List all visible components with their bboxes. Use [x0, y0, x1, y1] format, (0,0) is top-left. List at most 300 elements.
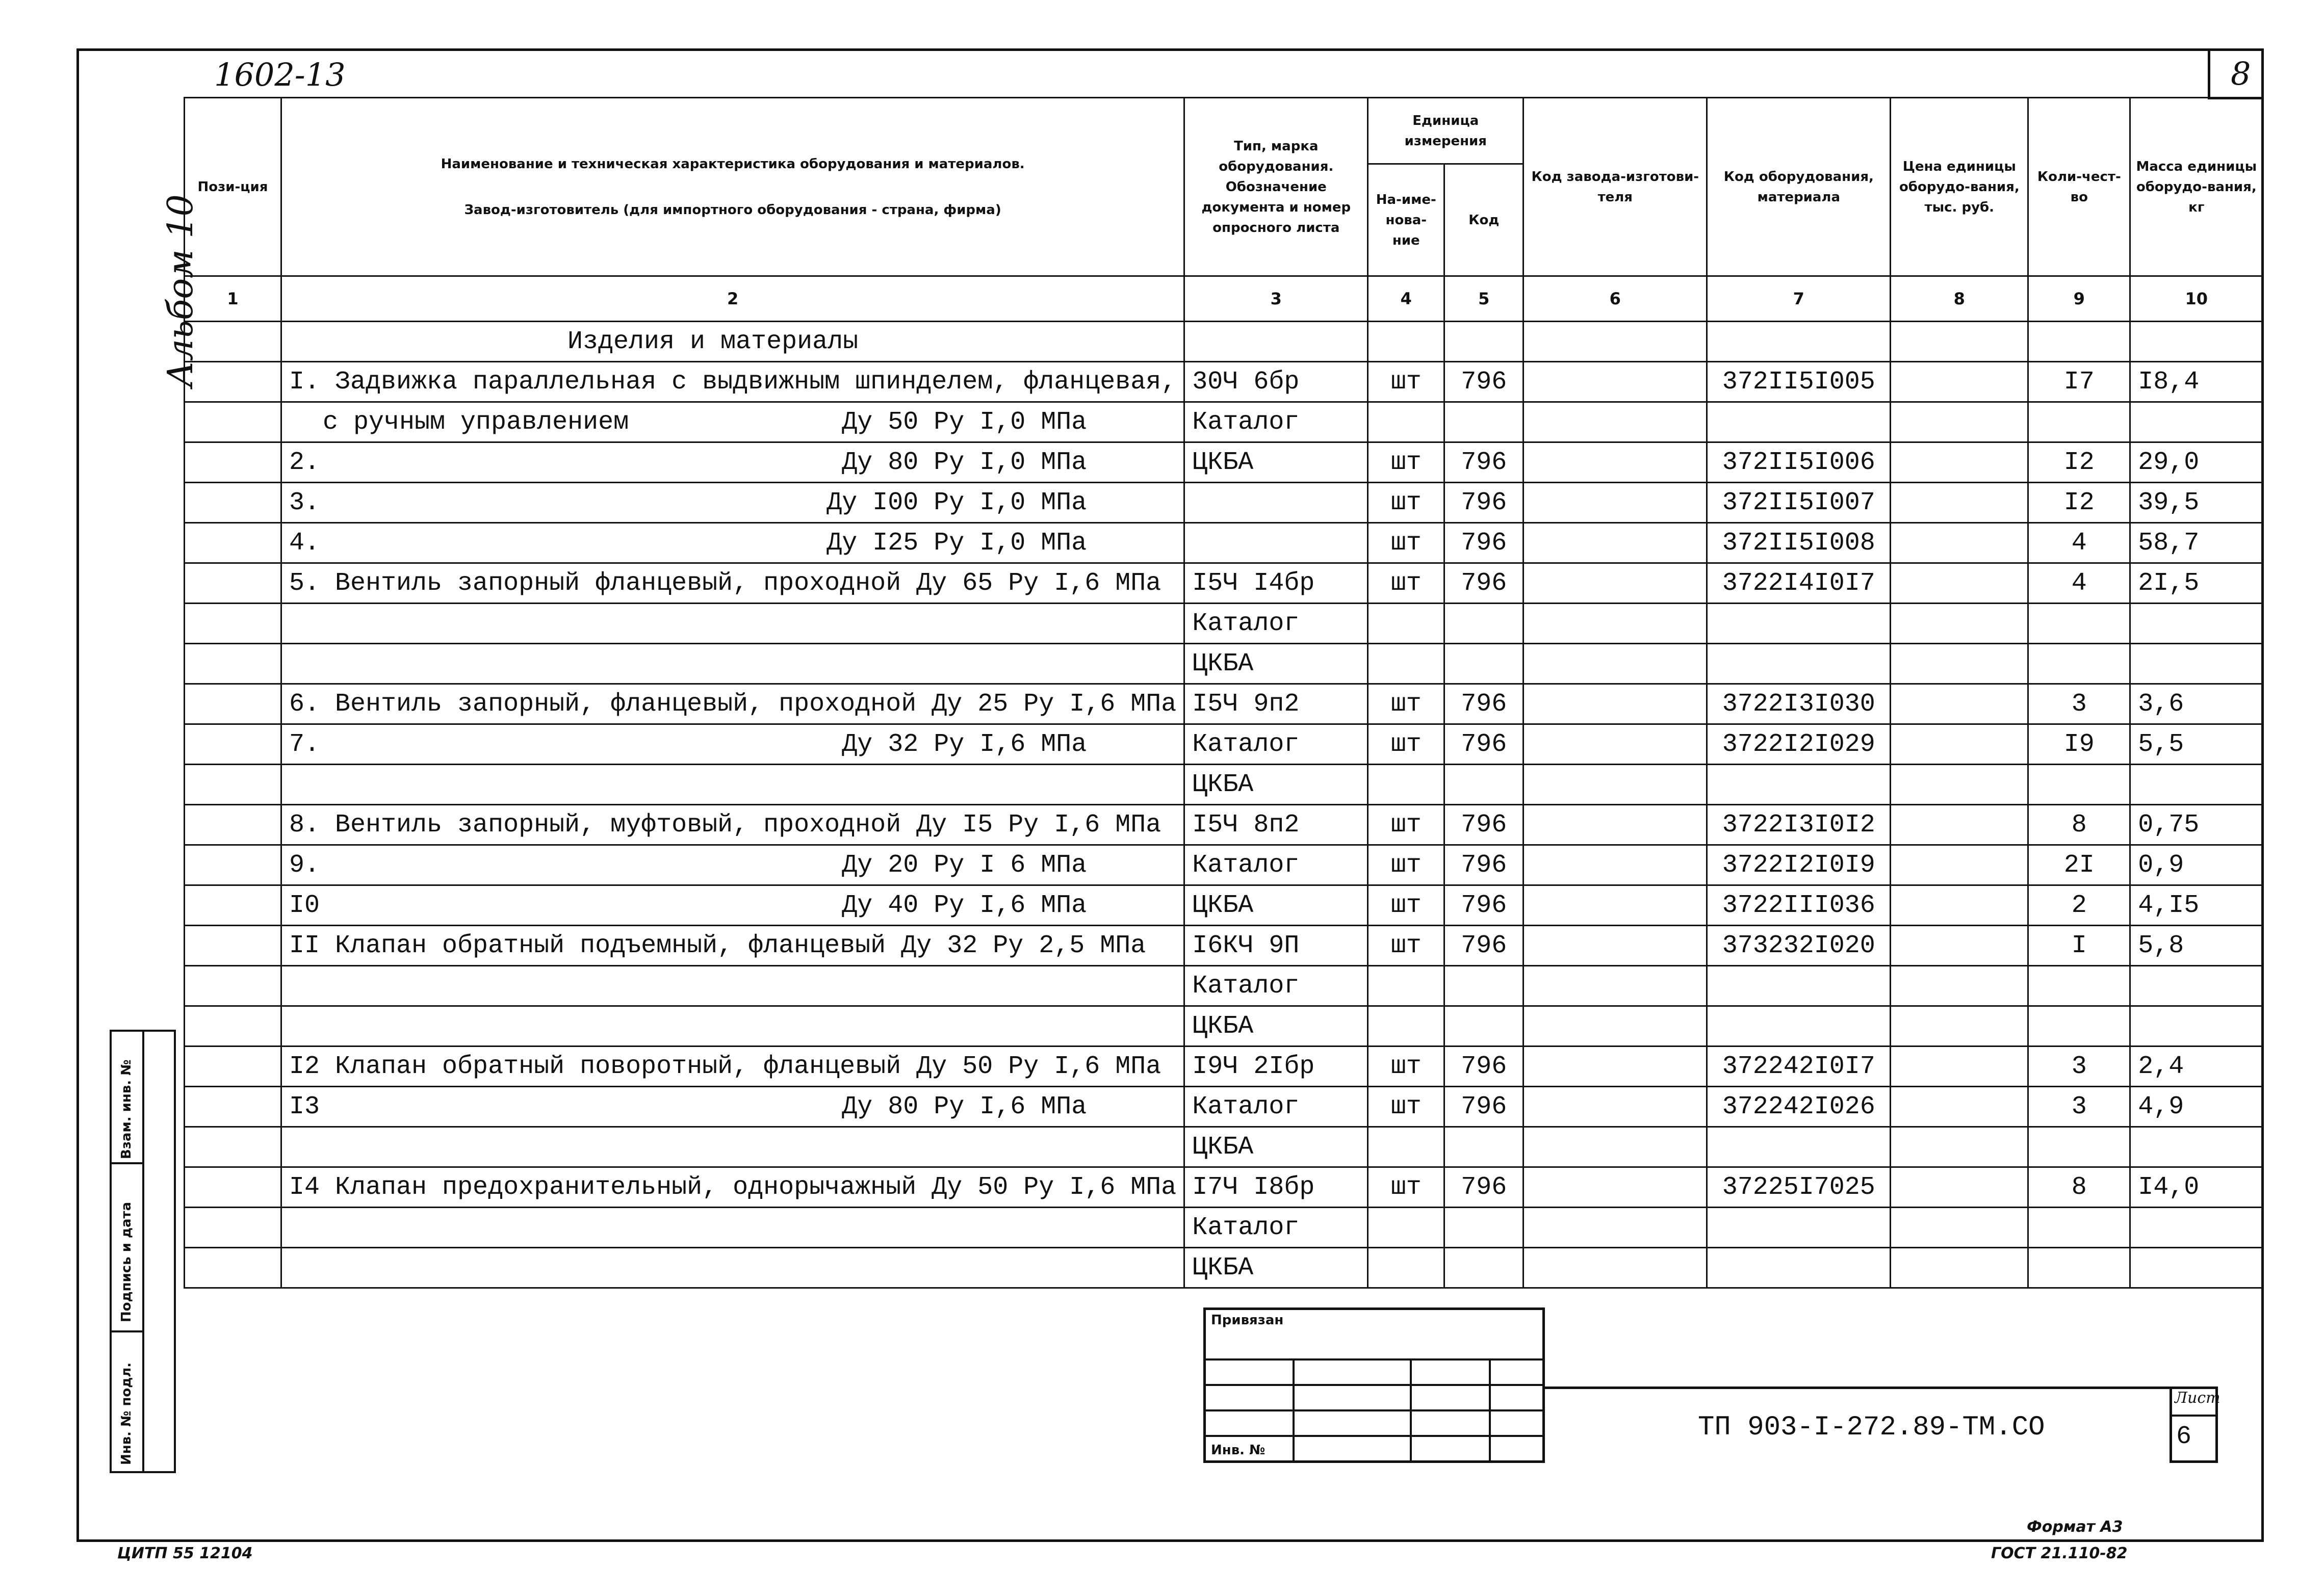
table-row [185, 885, 2263, 926]
cell-equipment-code: 372II5I006 [1707, 442, 1891, 483]
cell-price [1891, 724, 2028, 765]
title-block-line [1545, 1386, 2175, 1389]
cell-equipment-code [1707, 1208, 1891, 1248]
cell-name [281, 523, 1184, 563]
cell-mass: 5,5 [2130, 724, 2263, 765]
table-row [185, 1087, 2263, 1127]
cell-mass: 2,4 [2130, 1046, 2263, 1087]
item-name: 7. [289, 729, 320, 759]
side-stamp [110, 1030, 176, 1473]
cell-price [1891, 362, 2028, 402]
cell-name [281, 926, 1184, 966]
item-dimension: Ду 20 Ру I 6 МПа [842, 850, 1087, 880]
cell-equipment-code [1707, 765, 1891, 805]
cell-mass [2130, 322, 2263, 362]
cell-name [281, 805, 1184, 845]
item-name: 5. Вентиль запорный фланцевый, проходной Ду 65 Ру I,6 МПа [289, 568, 1161, 598]
cell-unit-name: шт [1368, 362, 1444, 402]
table-row [185, 765, 2263, 805]
footer-format: Формат А3 [2027, 1518, 2123, 1536]
cell-equipment-code: 3722I4I0I7 [1707, 563, 1891, 604]
cell-unit-name [1368, 1248, 1444, 1288]
cell-price [1891, 523, 2028, 563]
cell-manufacturer-code [1523, 523, 1707, 563]
cell-manufacturer-code [1523, 845, 1707, 885]
header-price: Цена единицы оборудо-вания, тыс. руб. [1891, 98, 2028, 276]
cell-unit-name: шт [1368, 1167, 1444, 1208]
cell-price [1891, 1006, 2028, 1046]
side-stamp-sign-date: Подпись и дата [119, 1201, 134, 1322]
cell-type: I5Ч 8п2 [1184, 805, 1368, 845]
cell-position [185, 684, 281, 724]
item-name: I4 Клапан предохранительный, однорычажный Ду 50 Ру I,6 МПа [289, 1172, 1177, 1202]
cell-unit-name [1368, 1208, 1444, 1248]
cell-type: Каталог [1184, 604, 1368, 644]
item-name: 9. [289, 850, 320, 880]
cell-equipment-code: 372II5I007 [1707, 483, 1891, 523]
cell-quantity [2028, 1248, 2130, 1288]
cell-manufacturer-code [1523, 1006, 1707, 1046]
cell-type: ЦКБА [1184, 885, 1368, 926]
header-name [281, 98, 1184, 276]
cell-name [281, 1087, 1184, 1127]
cell-unit-name [1368, 644, 1444, 684]
table-row [185, 966, 2263, 1006]
item-name: 4. [289, 528, 320, 558]
column-number: 7 [1707, 276, 1891, 322]
cell-manufacturer-code [1523, 1167, 1707, 1208]
cell-price [1891, 684, 2028, 724]
column-number: 6 [1523, 276, 1707, 322]
item-name: 6. Вентиль запорный, фланцевый, проходной Ду 25 Ру I,6 МПа [289, 689, 1177, 719]
cell-manufacturer-code [1523, 1127, 1707, 1167]
cell-mass [2130, 1208, 2263, 1248]
cell-price [1891, 805, 2028, 845]
sheet-label: Лист [2175, 1389, 2220, 1407]
table-row [185, 805, 2263, 845]
cell-type: ЦКБА [1184, 1127, 1368, 1167]
cell-unit-code: 796 [1444, 845, 1523, 885]
cell-type: I5Ч I4бр [1184, 563, 1368, 604]
item-name: 2. [289, 448, 320, 477]
header-name-line2: Завод-изготовитель (для импортного оборудования - страна, фирма) [464, 202, 1001, 218]
item-dimension: Ду 80 Ру I,0 МПа [842, 448, 1087, 477]
cell-price [1891, 845, 2028, 885]
item-name: I3 [289, 1092, 320, 1121]
cell-mass: 4,9 [2130, 1087, 2263, 1127]
cell-unit-name: шт [1368, 845, 1444, 885]
cell-position [185, 442, 281, 483]
cell-unit-code: 796 [1444, 1087, 1523, 1127]
item-dimension: Ду 40 Ру I,6 МПа [842, 891, 1087, 920]
column-number: 2 [281, 276, 1184, 322]
cell-type: I9Ч 2Iбр [1184, 1046, 1368, 1087]
header-manufacturer-code: Код завода-изготови-теля [1523, 98, 1707, 276]
cell-quantity: 2I [2028, 845, 2130, 885]
cell-quantity: 8 [2028, 805, 2130, 845]
cell-mass [2130, 1006, 2263, 1046]
table-row [185, 442, 2263, 483]
cell-position [185, 483, 281, 523]
cell-unit-code: 796 [1444, 563, 1523, 604]
cell-unit-name [1368, 402, 1444, 442]
cell-price [1891, 885, 2028, 926]
cell-unit-name [1368, 1127, 1444, 1167]
cell-equipment-code [1707, 322, 1891, 362]
item-dimension: Ду 80 Ру I,6 МПа [842, 1092, 1087, 1121]
table-row [185, 402, 2263, 442]
cell-manufacturer-code [1523, 684, 1707, 724]
cell-type: ЦКБА [1184, 644, 1368, 684]
cell-equipment-code: 372242I0I7 [1707, 1046, 1891, 1087]
cell-unit-code: 796 [1444, 523, 1523, 563]
cell-position [185, 885, 281, 926]
cell-name [281, 483, 1184, 523]
cell-unit-name: шт [1368, 442, 1444, 483]
table-row [185, 523, 2263, 563]
cell-position [185, 1087, 281, 1127]
cell-mass [2130, 402, 2263, 442]
table-row [185, 845, 2263, 885]
cell-name [281, 1208, 1184, 1248]
cell-quantity [2028, 322, 2130, 362]
header-equipment-code: Код оборудования, материала [1707, 98, 1891, 276]
cell-price [1891, 644, 2028, 684]
cell-equipment-code [1707, 1248, 1891, 1288]
cell-quantity: 4 [2028, 523, 2130, 563]
cell-position [185, 845, 281, 885]
cell-equipment-code: 373232I020 [1707, 926, 1891, 966]
cell-quantity [2028, 402, 2130, 442]
cell-manufacturer-code [1523, 885, 1707, 926]
cell-mass [2130, 1248, 2263, 1288]
cell-manufacturer-code [1523, 805, 1707, 845]
cell-name [281, 1167, 1184, 1208]
cell-name [281, 966, 1184, 1006]
cell-position [185, 1208, 281, 1248]
cell-equipment-code: 3722I3I0I2 [1707, 805, 1891, 845]
cell-unit-name [1368, 604, 1444, 644]
item-dimension: Ду 32 Ру I,6 МПа [842, 729, 1087, 759]
header-quantity: Коли-чест-во [2028, 98, 2130, 276]
cell-type [1184, 322, 1368, 362]
cell-manufacturer-code [1523, 483, 1707, 523]
cell-price [1891, 765, 2028, 805]
cell-unit-name: шт [1368, 1087, 1444, 1127]
cell-manufacturer-code [1523, 765, 1707, 805]
cell-name [281, 402, 1184, 442]
cell-price [1891, 402, 2028, 442]
cell-mass [2130, 604, 2263, 644]
header-mass: Масса единицы оборудо-вания, кг [2130, 98, 2263, 276]
cell-price [1891, 442, 2028, 483]
cell-type: I5Ч 9п2 [1184, 684, 1368, 724]
item-name: I0 [289, 891, 320, 920]
cell-name [281, 885, 1184, 926]
cell-position [185, 966, 281, 1006]
cell-unit-name: шт [1368, 563, 1444, 604]
table-row [185, 1127, 2263, 1167]
table-row [185, 1006, 2263, 1046]
cell-mass [2130, 966, 2263, 1006]
cell-type: Каталог [1184, 966, 1368, 1006]
cell-name [281, 322, 1184, 362]
cell-unit-code [1444, 604, 1523, 644]
cell-position [185, 1167, 281, 1208]
column-number: 10 [2130, 276, 2263, 322]
cell-unit-name: шт [1368, 724, 1444, 765]
cell-position [185, 926, 281, 966]
table-row [185, 563, 2263, 604]
cell-position [185, 322, 281, 362]
table-body [185, 322, 2263, 1288]
cell-quantity: I [2028, 926, 2130, 966]
cell-mass: 29,0 [2130, 442, 2263, 483]
cell-equipment-code: 372242I026 [1707, 1087, 1891, 1127]
cell-mass: 2I,5 [2130, 563, 2263, 604]
cell-name [281, 362, 1184, 402]
cell-manufacturer-code [1523, 442, 1707, 483]
cell-price [1891, 322, 2028, 362]
cell-quantity: 2 [2028, 885, 2130, 926]
cell-quantity: I7 [2028, 362, 2130, 402]
cell-position [185, 523, 281, 563]
cell-position [185, 563, 281, 604]
table-row [185, 1248, 2263, 1288]
cell-type: 30Ч 6бр [1184, 362, 1368, 402]
cell-unit-code [1444, 402, 1523, 442]
item-name: Изделия и материалы [567, 327, 859, 356]
cell-unit-code: 796 [1444, 684, 1523, 724]
cell-unit-code: 796 [1444, 442, 1523, 483]
cell-manufacturer-code [1523, 1248, 1707, 1288]
cell-unit-name: шт [1368, 1046, 1444, 1087]
cell-equipment-code: 372II5I008 [1707, 523, 1891, 563]
cell-quantity: 3 [2028, 1087, 2130, 1127]
cell-type: Каталог [1184, 1208, 1368, 1248]
cell-manufacturer-code [1523, 966, 1707, 1006]
cell-name [281, 845, 1184, 885]
table-row [185, 604, 2263, 644]
item-dimension: Ду I25 Ру I,0 МПа [827, 528, 1087, 558]
cell-manufacturer-code [1523, 926, 1707, 966]
cell-name [281, 1127, 1184, 1167]
column-number: 1 [185, 276, 281, 322]
cell-name [281, 724, 1184, 765]
cell-unit-code [1444, 1127, 1523, 1167]
table-row [185, 684, 2263, 724]
cell-position [185, 644, 281, 684]
cell-price [1891, 1167, 2028, 1208]
column-number: 3 [1184, 276, 1368, 322]
cell-unit-name: шт [1368, 684, 1444, 724]
cell-unit-name [1368, 1006, 1444, 1046]
item-name: с ручным управлением [323, 407, 629, 437]
cell-quantity: 8 [2028, 1167, 2130, 1208]
cell-position [185, 1006, 281, 1046]
cell-name [281, 563, 1184, 604]
cell-equipment-code [1707, 1006, 1891, 1046]
cell-unit-code: 796 [1444, 362, 1523, 402]
cell-price [1891, 926, 2028, 966]
item-name: I. Задвижка параллельная с выдвижным шпинделем, фланцевая, [289, 367, 1177, 397]
project-code: 1602-13 [214, 56, 346, 93]
cell-name [281, 765, 1184, 805]
cell-mass: 4,I5 [2130, 885, 2263, 926]
cell-unit-code [1444, 1006, 1523, 1046]
cell-quantity: 3 [2028, 684, 2130, 724]
cell-price [1891, 1208, 2028, 1248]
cell-quantity: I2 [2028, 483, 2130, 523]
table-row [185, 483, 2263, 523]
inventory-label: Инв. № [1211, 1443, 1266, 1458]
table-row [185, 1208, 2263, 1248]
cell-equipment-code [1707, 402, 1891, 442]
cell-position [185, 724, 281, 765]
cell-unit-name [1368, 322, 1444, 362]
cell-position [185, 362, 281, 402]
cell-equipment-code: 3722III036 [1707, 885, 1891, 926]
cell-quantity [2028, 604, 2130, 644]
cell-name [281, 1248, 1184, 1288]
header-unit-code: Код [1444, 164, 1523, 276]
cell-quantity: 3 [2028, 1046, 2130, 1087]
header-position: Пози-ция [185, 98, 281, 276]
item-dimension: Ду 50 Ру I,0 МПа [842, 407, 1087, 437]
cell-equipment-code: 3722I3I030 [1707, 684, 1891, 724]
cell-price [1891, 966, 2028, 1006]
table-row [185, 926, 2263, 966]
table-row [185, 1167, 2263, 1208]
cell-price [1891, 1127, 2028, 1167]
cell-type: ЦКБА [1184, 1006, 1368, 1046]
cell-equipment-code [1707, 1127, 1891, 1167]
cell-unit-code [1444, 966, 1523, 1006]
cell-type: I7Ч I8бр [1184, 1167, 1368, 1208]
cell-manufacturer-code [1523, 644, 1707, 684]
header-type: Тип, марка оборудования. Обозначение документа и номер опросного листа [1184, 98, 1368, 276]
header-unit-name: На-име-нова-ние [1368, 164, 1444, 276]
cell-manufacturer-code [1523, 1208, 1707, 1248]
column-number: 5 [1444, 276, 1523, 322]
top-page-number: 8 [2231, 55, 2251, 92]
binding-block [1203, 1307, 1545, 1463]
column-number: 9 [2028, 276, 2130, 322]
cell-unit-name: шт [1368, 926, 1444, 966]
cell-manufacturer-code [1523, 604, 1707, 644]
cell-type: Каталог [1184, 1087, 1368, 1127]
document-number: ТП 903-I-272.89-ТМ.СО [1698, 1412, 2045, 1443]
cell-price [1891, 604, 2028, 644]
cell-quantity: 4 [2028, 563, 2130, 604]
cell-equipment-code: 37225I7025 [1707, 1167, 1891, 1208]
cell-equipment-code: 3722I2I029 [1707, 724, 1891, 765]
cell-mass [2130, 644, 2263, 684]
binding-label: Привязан [1211, 1313, 1284, 1328]
footer-print-code: ЦИТП 55 12104 [117, 1545, 253, 1562]
column-number: 8 [1891, 276, 2028, 322]
cell-price [1891, 1087, 2028, 1127]
side-stamp-divider [142, 1032, 144, 1473]
cell-type: Каталог [1184, 402, 1368, 442]
cell-manufacturer-code [1523, 724, 1707, 765]
cell-unit-code: 796 [1444, 926, 1523, 966]
cell-name [281, 442, 1184, 483]
cell-price [1891, 483, 2028, 523]
column-number-row [185, 276, 2263, 322]
cell-mass: I4,0 [2130, 1167, 2263, 1208]
table-row [185, 724, 2263, 765]
cell-position [185, 604, 281, 644]
cell-position [185, 765, 281, 805]
cell-manufacturer-code [1523, 402, 1707, 442]
cell-unit-name: шт [1368, 523, 1444, 563]
cell-quantity [2028, 1127, 2130, 1167]
side-stamp-inv-repl: Взам. инв. № [119, 1059, 134, 1159]
item-name: 8. Вентиль запорный, муфтовый, проходной Ду I5 Ру I,6 МПа [289, 810, 1161, 840]
table-row [185, 322, 2263, 362]
cell-unit-code [1444, 1248, 1523, 1288]
cell-unit-code: 796 [1444, 1167, 1523, 1208]
cell-unit-code [1444, 1208, 1523, 1248]
cell-unit-code: 796 [1444, 805, 1523, 845]
cell-equipment-code [1707, 604, 1891, 644]
side-stamp-inv-orig: Инв. № подл. [119, 1362, 134, 1465]
header-unit-group: Единица измерения [1368, 98, 1523, 164]
cell-unit-code: 796 [1444, 483, 1523, 523]
cell-manufacturer-code [1523, 1087, 1707, 1127]
cell-position [185, 805, 281, 845]
cell-quantity [2028, 644, 2130, 684]
cell-type [1184, 483, 1368, 523]
cell-manufacturer-code [1523, 1046, 1707, 1087]
cell-mass: 3,6 [2130, 684, 2263, 724]
cell-mass: 5,8 [2130, 926, 2263, 966]
cell-mass [2130, 1127, 2263, 1167]
cell-equipment-code: 3722I2I0I9 [1707, 845, 1891, 885]
cell-quantity: I2 [2028, 442, 2130, 483]
sheet-number: 6 [2176, 1422, 2192, 1451]
album-label: Альбом 10 [161, 194, 201, 387]
cell-type: Каталог [1184, 845, 1368, 885]
cell-unit-code: 796 [1444, 724, 1523, 765]
cell-name [281, 1046, 1184, 1087]
item-name: II Клапан обратный подъемный, фланцевый Ду 32 Ру 2,5 МПа [289, 931, 1146, 960]
cell-price [1891, 1248, 2028, 1288]
cell-type [1184, 523, 1368, 563]
table-row [185, 362, 2263, 402]
cell-unit-code: 796 [1444, 1046, 1523, 1087]
cell-name [281, 684, 1184, 724]
footer-gost: ГОСТ 21.110-82 [1991, 1545, 2128, 1562]
cell-unit-code [1444, 322, 1523, 362]
cell-name [281, 1006, 1184, 1046]
cell-equipment-code [1707, 644, 1891, 684]
cell-quantity [2028, 1006, 2130, 1046]
cell-position [185, 1046, 281, 1087]
cell-price [1891, 563, 2028, 604]
cell-equipment-code [1707, 966, 1891, 1006]
item-name: 3. [289, 488, 320, 517]
cell-type: ЦКБА [1184, 1248, 1368, 1288]
cell-position [185, 1248, 281, 1288]
cell-name [281, 644, 1184, 684]
cell-position [185, 402, 281, 442]
cell-quantity [2028, 1208, 2130, 1248]
table-row [185, 1046, 2263, 1087]
cell-mass: 58,7 [2130, 523, 2263, 563]
cell-unit-name: шт [1368, 483, 1444, 523]
